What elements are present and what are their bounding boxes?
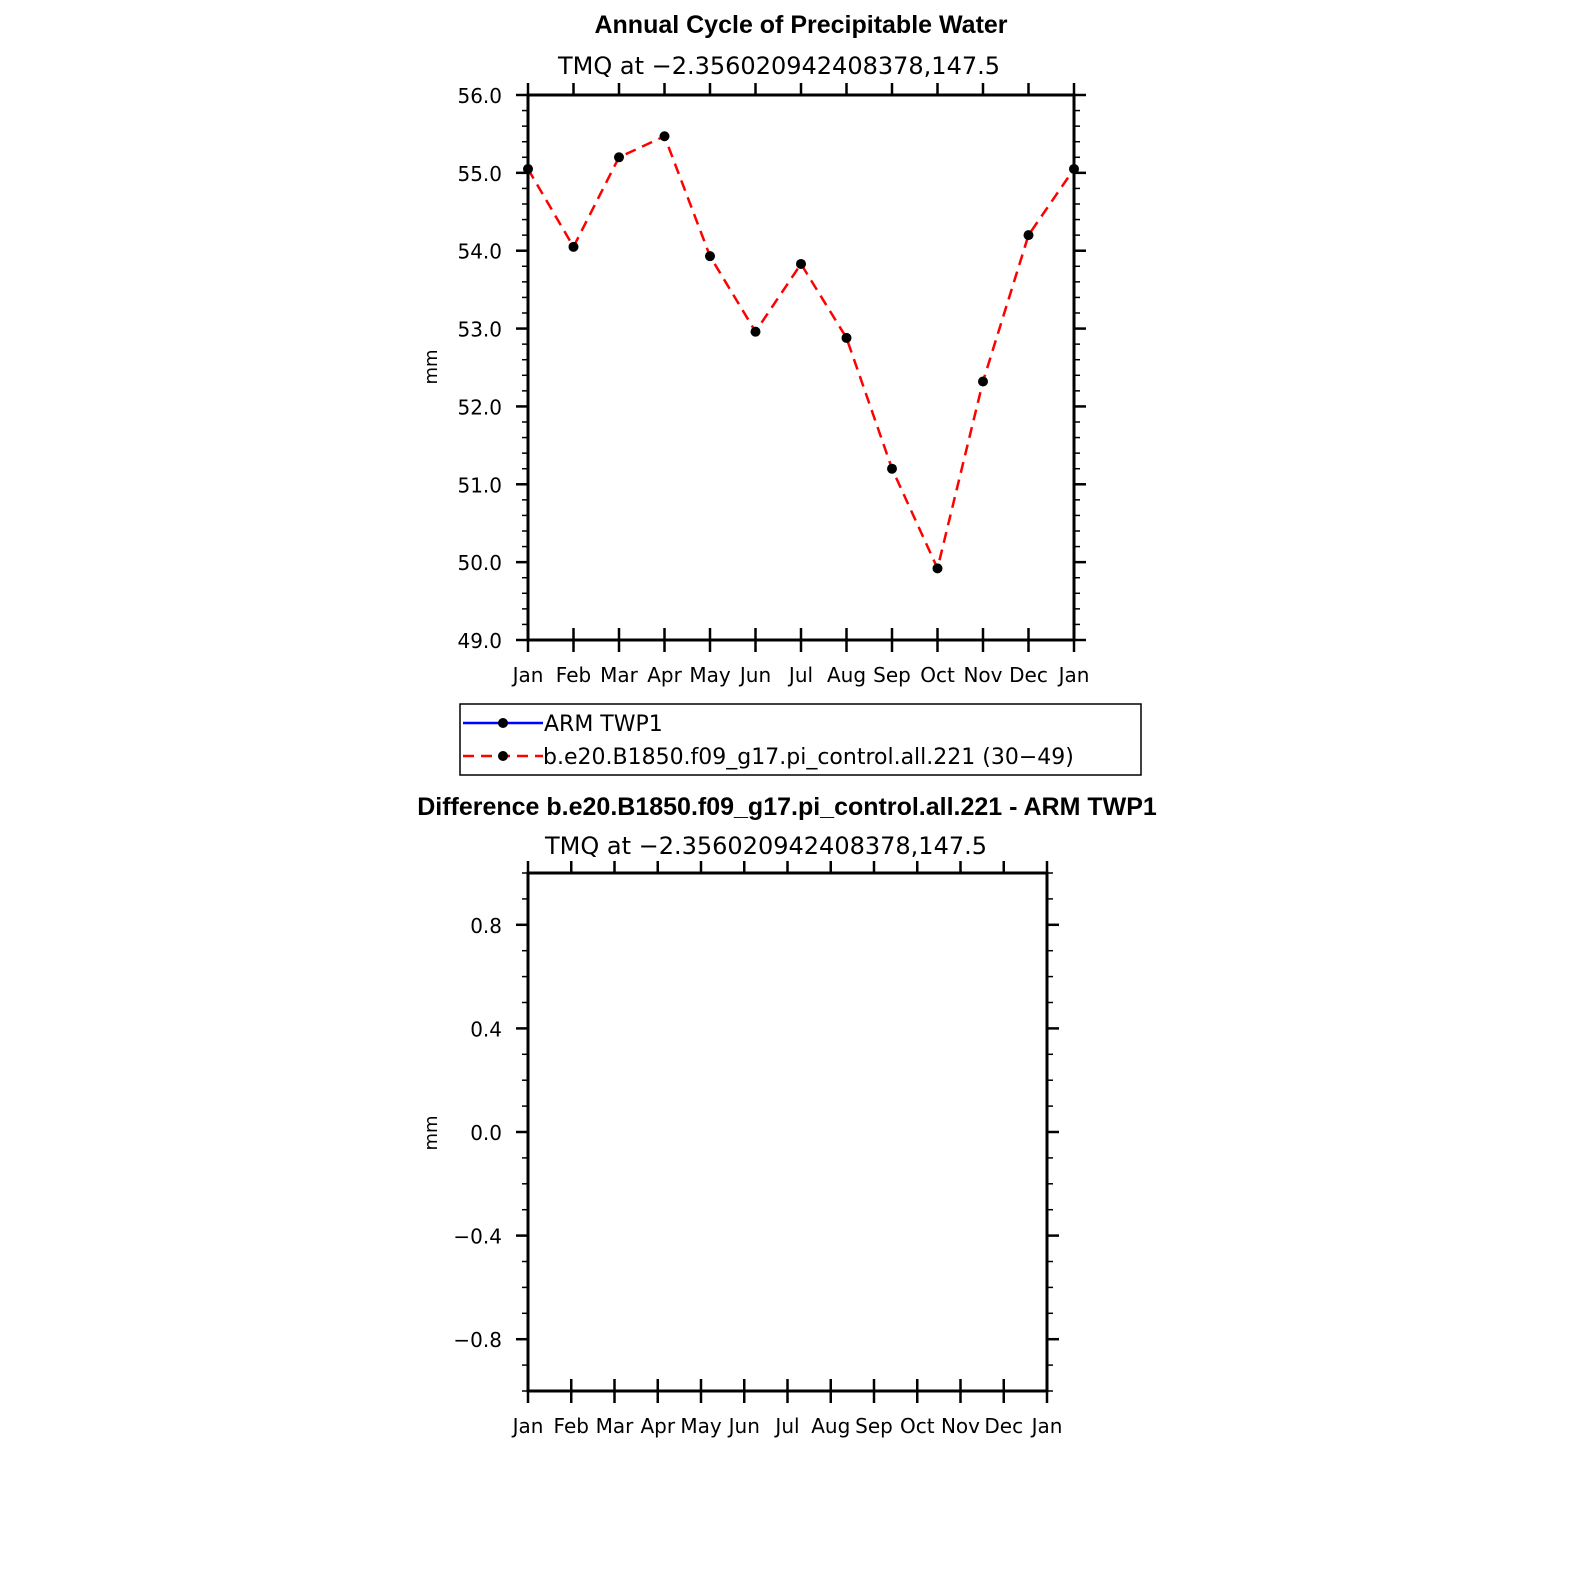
data-point <box>887 464 897 474</box>
x-tick-label: Apr <box>640 1414 676 1438</box>
x-tick-label: Nov <box>963 663 1003 687</box>
x-tick-label: Aug <box>826 663 867 687</box>
series-line-model <box>528 136 1074 568</box>
x-tick-label: Sep <box>873 663 911 687</box>
x-tick-label: Jul <box>775 1414 800 1438</box>
chart2-y-axis-label: mm <box>421 1115 442 1151</box>
x-tick-label: Nov <box>940 1414 981 1438</box>
legend-marker-model <box>498 751 508 761</box>
data-point <box>660 131 670 141</box>
chart2-subtitle: TMQ at −2.356020942408378,147.5 <box>544 832 988 860</box>
x-tick-label: Dec <box>984 1414 1024 1438</box>
x-tick-label: Jul <box>788 663 814 687</box>
y-tick-label: −0.8 <box>453 1328 502 1353</box>
y-tick-label: 52.0 <box>457 395 502 420</box>
y-tick-label: 49.0 <box>457 629 502 653</box>
y-tick-label: 53.0 <box>457 317 502 342</box>
data-point <box>523 164 533 174</box>
y-tick-label: 55.0 <box>457 161 502 186</box>
x-tick-label: Jan <box>1058 663 1090 687</box>
chart1-y-axis-label: mm <box>421 349 442 385</box>
y-tick-label: −0.4 <box>453 1224 502 1249</box>
x-tick-label: Mar <box>600 663 638 687</box>
data-point <box>614 152 624 162</box>
legend-marker-arm-twp1 <box>498 718 508 728</box>
data-point <box>705 251 715 261</box>
data-point <box>1024 230 1034 240</box>
x-tick-label: May <box>689 663 731 687</box>
legend-label-arm-twp1: ARM TWP1 <box>544 712 663 737</box>
annual-cycle-chart <box>421 11 1089 687</box>
x-tick-label: Oct <box>920 663 955 687</box>
data-point <box>933 563 943 573</box>
difference-chart <box>417 793 1157 1438</box>
y-tick-label: 54.0 <box>457 239 502 264</box>
data-point <box>751 327 761 337</box>
x-tick-label: Jan <box>512 663 544 687</box>
x-tick-label: Aug <box>811 1414 851 1438</box>
y-tick-label: 0.4 <box>470 1017 502 1042</box>
x-tick-label: Dec <box>1009 663 1048 687</box>
x-tick-label: Jun <box>728 1414 760 1438</box>
chart1-subtitle: TMQ at −2.356020942408378,147.5 <box>557 52 1001 80</box>
data-point <box>978 377 988 387</box>
x-tick-label: Sep <box>855 1414 893 1438</box>
x-tick-label: Jan <box>512 1414 544 1438</box>
legend <box>460 704 1141 775</box>
x-tick-label: Feb <box>555 663 592 687</box>
data-point <box>796 259 806 269</box>
data-point <box>1069 164 1079 174</box>
x-tick-label: Apr <box>647 663 682 687</box>
y-tick-label: 51.0 <box>457 473 502 498</box>
y-tick-label: 0.0 <box>470 1121 502 1145</box>
x-tick-label: Jan <box>1031 1414 1063 1438</box>
x-tick-label: Feb <box>553 1414 589 1438</box>
y-tick-label: 0.8 <box>470 913 502 938</box>
chart2-title: Difference b.e20.B1850.f09_g17.pi_control.all.221 - ARM TWP1 <box>417 793 1157 821</box>
chart2-plot-frame <box>528 873 1047 1391</box>
legend-label-model: b.e20.B1850.f09_g17.pi_control.all.221 (30−49) <box>543 745 1074 770</box>
x-tick-label: Oct <box>899 1414 935 1438</box>
x-tick-label: May <box>680 1414 722 1438</box>
x-tick-label: Jun <box>739 663 772 687</box>
data-point <box>569 242 579 252</box>
x-tick-label: Mar <box>595 1414 634 1438</box>
y-tick-label: 50.0 <box>457 551 502 576</box>
chart1-title: Annual Cycle of Precipitable Water <box>594 11 1008 39</box>
data-point <box>842 333 852 343</box>
y-tick-label: 56.0 <box>457 84 502 108</box>
